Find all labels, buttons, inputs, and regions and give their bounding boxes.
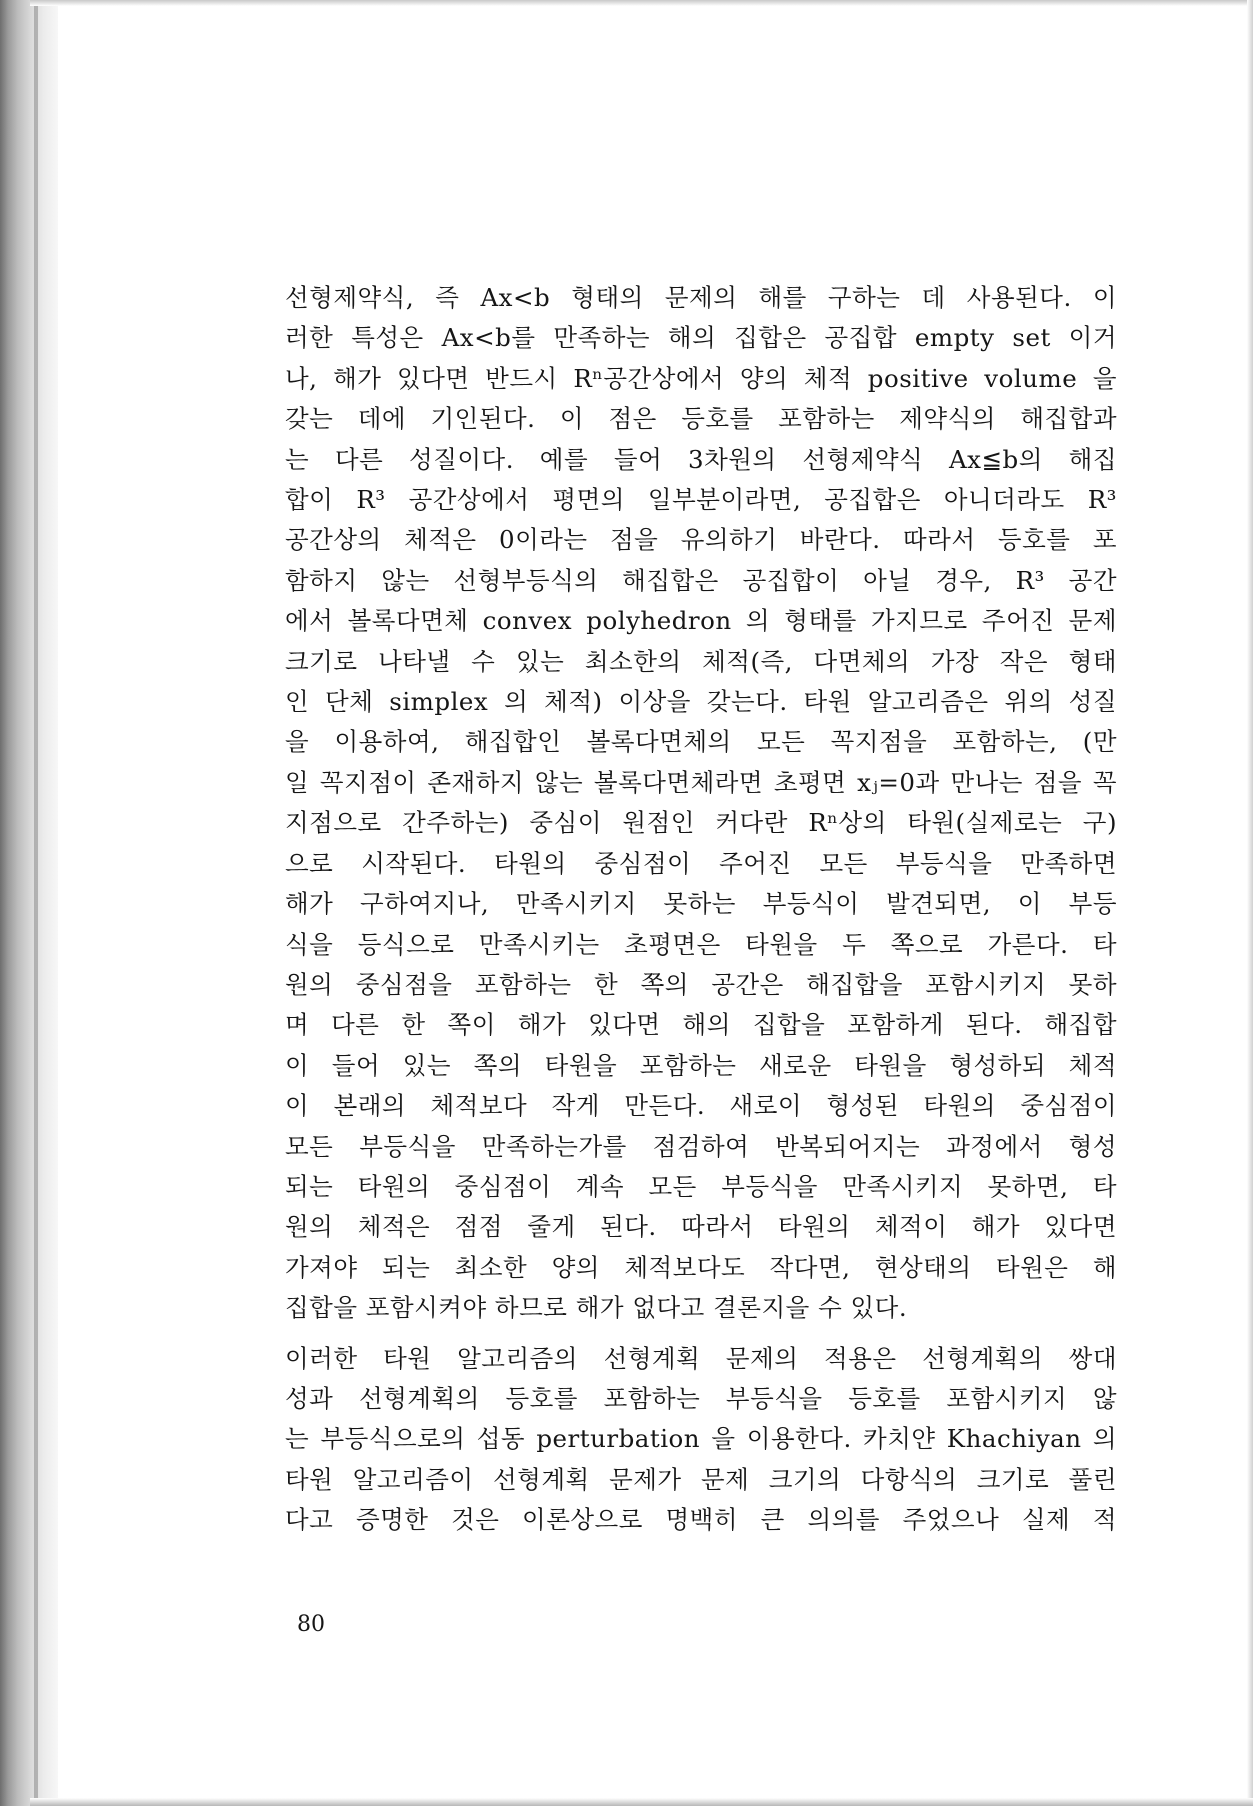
text-line: 공간상의 체적은 0이라는 점을 유의하기 바란다. 따라서 등호를 포 (285, 525, 1117, 555)
text-line: 을 이용하여, 해집합인 볼록다면체의 모든 꼭지점을 포함하는, (만 (285, 727, 1117, 757)
text-line: 러한 특성은 Ax<b를 만족하는 해의 집합은 공집합 empty set 이거 (285, 323, 1117, 353)
text-line: 크기로 나타낼 수 있는 최소한의 체적(즉, 다면체의 가장 작은 형태 (285, 646, 1117, 676)
text-line: 원의 중심점을 포함하는 한 쪽의 공간은 해집합을 포함시키지 못하 (285, 969, 1117, 999)
text-line: 모든 부등식을 만족하는가를 점검하여 반복되어지는 과정에서 형성 (285, 1131, 1117, 1161)
text-line: 갖는 데에 기인된다. 이 점은 등호를 포함하는 제약식의 해집합과 (285, 404, 1117, 434)
text-line: 며 다른 한 쪽이 해가 있다면 해의 집합을 포함하게 된다. 해집합 (285, 1010, 1117, 1040)
book-spine-edge (34, 0, 38, 1806)
text-line: 는 다른 성질이다. 예를 들어 3차원의 선형제약식 Ax≦b의 해집 (285, 444, 1117, 474)
page-number: 80 (297, 1612, 325, 1637)
text-line: 식을 등식으로 만족시키는 초평면은 타원을 두 쪽으로 가른다. 타 (285, 929, 1117, 959)
text-line: 원의 체적은 점점 줄게 된다. 따라서 타원의 체적이 해가 있다면 (285, 1212, 1117, 1242)
text-line: 함하지 않는 선형부등식의 해집합은 공집합이 아닐 경우, R³ 공간 (285, 565, 1117, 595)
text-line: 합이 R³ 공간상에서 평면의 일부분이라면, 공집합은 아니더라도 R³ (285, 485, 1117, 515)
paragraph (285, 1339, 1117, 1541)
text-line: 가져야 되는 최소한 양의 체적보다도 작다면, 현상태의 타원은 해 (285, 1252, 1117, 1282)
page-bottom-edge (30, 1798, 1253, 1806)
text-line: 성과 선형계획의 등호를 포함하는 부등식을 등호를 포함시키지 않 (285, 1383, 1117, 1413)
text-line: 인 단체 simplex 의 체적) 이상을 갖는다. 타원 알고리즘은 위의 성질 (285, 687, 1117, 717)
text-line: 으로 시작된다. 타원의 중심점이 주어진 모든 부등식을 만족하면 (285, 848, 1117, 878)
paragraph (285, 278, 1117, 1329)
text-line: 이러한 타원 알고리즘의 선형계획 문제의 적용은 선형계획의 쌍대 (285, 1343, 1117, 1373)
text-line: 이 들어 있는 쪽의 타원을 포함하는 새로운 타원을 형성하되 체적 (285, 1050, 1117, 1080)
page-top-edge (30, 0, 1253, 6)
text-line: 는 부등식으로의 섭동 perturbation 을 이용한다. 카치얀 Khachiyan 의 (285, 1424, 1117, 1454)
page-right-edge (1247, 0, 1253, 1806)
text-line: 타원 알고리즘이 선형계획 문제가 문제 크기의 다항식의 크기로 풀린 (285, 1464, 1117, 1494)
text-line: 다고 증명한 것은 이론상으로 명백히 큰 의의를 주었으나 실제 적 (285, 1505, 1117, 1535)
text-line: 이 본래의 체적보다 작게 만든다. 새로이 형성된 타원의 중심점이 (285, 1091, 1117, 1121)
text-line: 집합을 포함시켜야 하므로 해가 없다고 결론지을 수 있다. (285, 1293, 908, 1323)
text-line: 선형제약식, 즉 Ax<b 형태의 문제의 해를 구하는 데 사용된다. 이 (285, 283, 1117, 312)
text-line: 해가 구하여지나, 만족시키지 못하는 부등식이 발견되면, 이 부등 (285, 889, 1117, 919)
book-spine-shadow (0, 0, 58, 1806)
paragraph-gap (285, 1329, 1117, 1339)
text-line: 지점으로 간주하는) 중심이 원점인 커다란 Rⁿ상의 타원(실제로는 구) (285, 808, 1117, 838)
text-line: 일 꼭지점이 존재하지 않는 볼록다면체라면 초평면 xⱼ=0과 만나는 점을 꼭 (285, 767, 1117, 797)
text-line: 에서 볼록다면체 convex polyhedron 의 형태를 가지므로 주어진 문제 (285, 606, 1117, 636)
text-line: 되는 타원의 중심점이 계속 모든 부등식을 만족시키지 못하면, 타 (285, 1171, 1117, 1201)
body-text (285, 278, 1117, 1541)
text-line: 나, 해가 있다면 반드시 Rⁿ공간상에서 양의 체적 positive volume 을 (285, 363, 1117, 393)
